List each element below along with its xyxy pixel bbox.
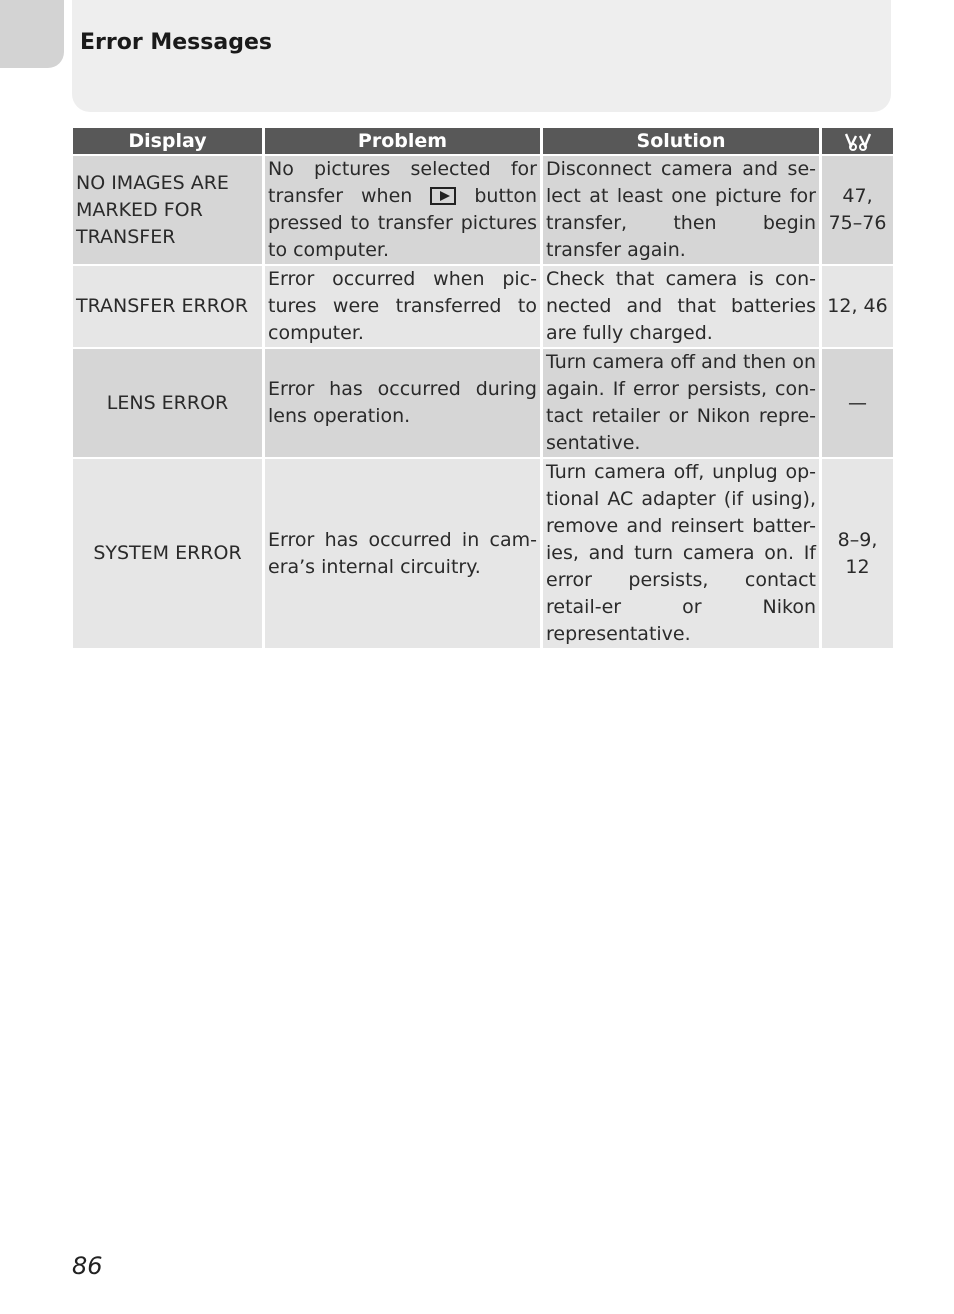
page-reference-icon bbox=[844, 130, 872, 152]
column-header-page-reference bbox=[822, 128, 893, 154]
display-cell: NO IMAGES ARE MARKED FOR TRANSFER bbox=[73, 156, 262, 264]
error-messages-table bbox=[70, 126, 896, 650]
page-number: 86 bbox=[72, 1252, 103, 1280]
header-panel bbox=[72, 0, 891, 112]
section-title: Error Messages bbox=[80, 30, 272, 55]
chapter-tab bbox=[0, 0, 64, 68]
table-row bbox=[73, 459, 893, 648]
table-row bbox=[73, 266, 893, 347]
table-row bbox=[73, 156, 893, 264]
column-header-display: Display bbox=[73, 128, 262, 154]
display-cell: TRANSFER ERROR bbox=[73, 266, 262, 347]
problem-cell: Error occurred when pic-tures were transferred to computer. bbox=[265, 266, 540, 347]
table-row bbox=[73, 349, 893, 457]
solution-cell: Disconnect camera and se-lect at least one picture for transfer, then begin transfer again. bbox=[543, 156, 819, 264]
display-cell: SYSTEM ERROR bbox=[73, 459, 262, 648]
solution-cell: Turn camera off and then on again. If error persists, con-tact retailer or Nikon repre-sentative. bbox=[543, 349, 819, 457]
table-header-row bbox=[73, 128, 893, 154]
problem-cell: Error has occurred during lens operation. bbox=[265, 349, 540, 457]
column-header-problem: Problem bbox=[265, 128, 540, 154]
column-header-solution: Solution bbox=[543, 128, 819, 154]
play-button-icon bbox=[430, 187, 456, 205]
page-reference-cell: — bbox=[822, 349, 893, 457]
solution-cell: Turn camera off, unplug op-tional AC adapter (if using), remove and reinsert batter-ies, and turn camera on. If error persists, contact retail-er or Nikon representative. bbox=[543, 459, 819, 648]
solution-cell: Check that camera is con-nected and that batteries are fully charged. bbox=[543, 266, 819, 347]
problem-text: No pictures selected for transfer when bbox=[268, 158, 537, 207]
page-reference-cell: 8–9, 12 bbox=[822, 459, 893, 648]
problem-text: button pressed to transfer pictures to computer. bbox=[268, 185, 538, 261]
page-reference-cell: 12, 46 bbox=[822, 266, 893, 347]
page-reference-cell: 47, 75–76 bbox=[822, 156, 893, 264]
problem-cell: Error has occurred in cam-era’s internal circuitry. bbox=[265, 459, 540, 648]
display-cell: LENS ERROR bbox=[73, 349, 262, 457]
problem-cell bbox=[265, 156, 540, 264]
